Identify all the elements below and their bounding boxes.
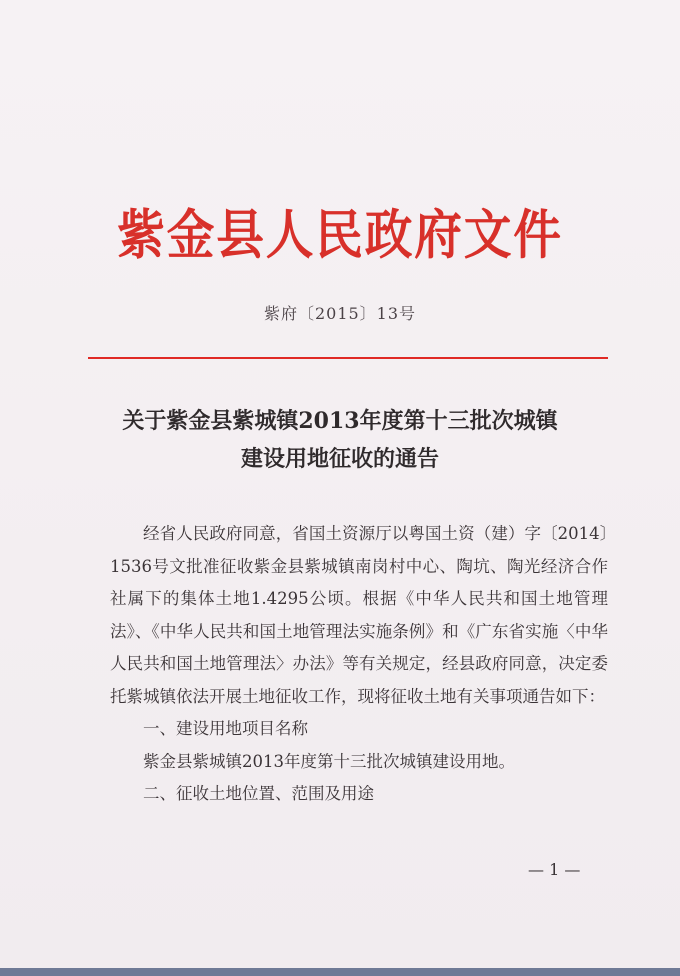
red-divider-line xyxy=(88,357,608,359)
notice-title-line-2: 建设用地征收的通告 xyxy=(240,446,439,472)
para1-line: 地有关事项通告如下： xyxy=(440,686,605,706)
notice-body xyxy=(110,518,608,811)
para1-line: 政府同意，决定委托紫城镇依法开展土地征收工作，现将征收土 xyxy=(110,654,609,706)
section-2-heading: 二、征收土地位置、范围及用途 xyxy=(143,784,374,803)
section-1-heading: 一、建设用地项目名称 xyxy=(143,719,308,738)
document-header-title: 紫金县人民政府文件 xyxy=(117,204,563,266)
body-paragraph-1 xyxy=(110,518,608,713)
para1-line: 〔2014〕1536号文批准征收紫金县紫城镇南岗村中心、陶坑、陶光 xyxy=(110,524,608,576)
notice-title-line-1: 关于紫金县紫城镇2013年度第十三批次城镇 xyxy=(122,408,558,434)
para1-line: 经省人民政府同意，省国土资源厅以粤国土资（建）字 xyxy=(143,524,542,543)
page-number: — 1 — xyxy=(528,860,581,879)
document-number: 紫府〔2015〕13号 xyxy=(263,304,417,323)
notice-title xyxy=(0,402,680,478)
para1-line: 经济合作社属下的集体土地1.4295公顷。根据《中华人民共和国 xyxy=(110,556,608,608)
para1-line: 土地管理法》、《中华人民共和国土地管理法实施条例》和《广东 xyxy=(110,589,609,641)
para1-line: 省实施〈中华人民共和国土地管理法〉办法》等有关规定，经县 xyxy=(110,621,609,673)
scan-bottom-edge xyxy=(0,968,680,976)
section-1-text: 紫金县紫城镇2013年度第十三批次城镇建设用地。 xyxy=(143,751,515,771)
